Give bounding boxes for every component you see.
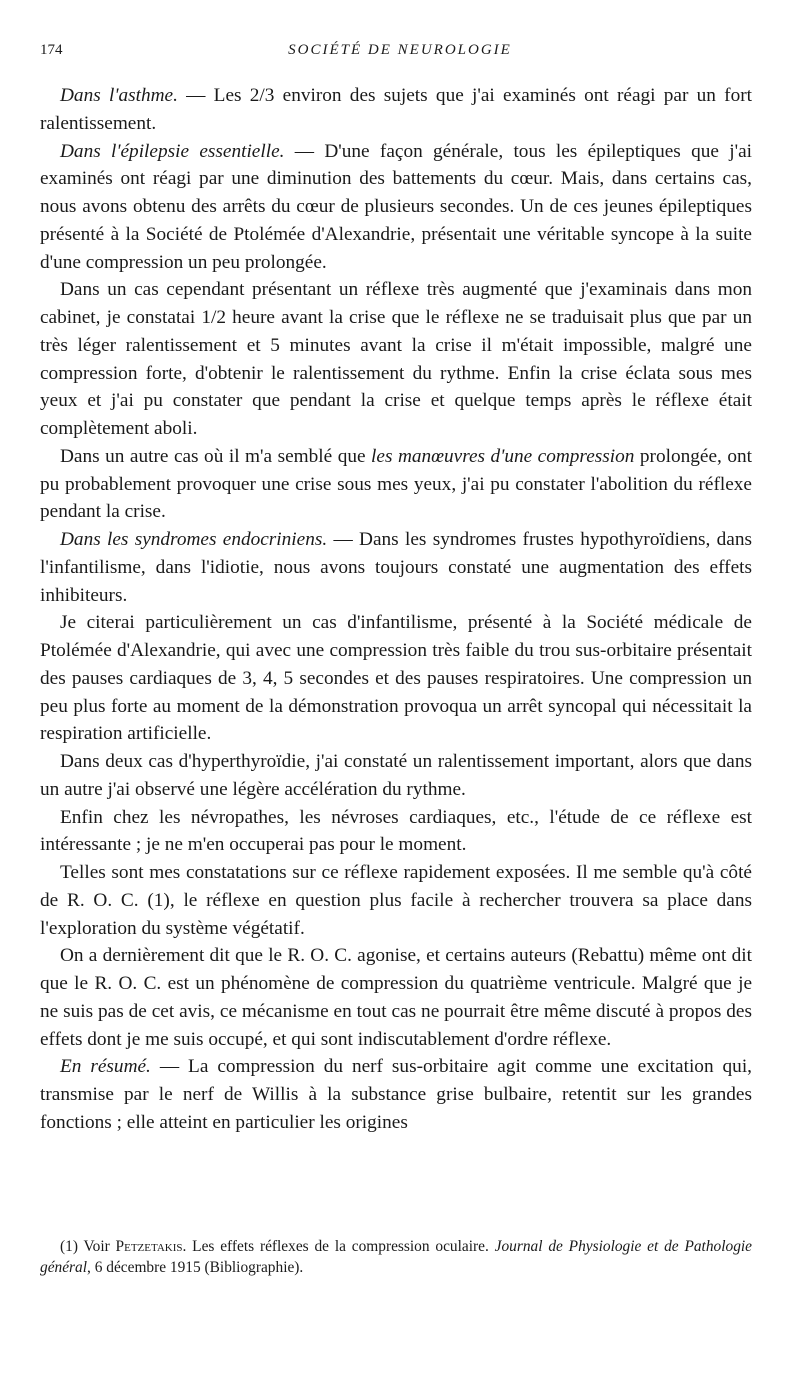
running-title: SOCIÉTÉ DE NEUROLOGIE: [288, 42, 512, 58]
page-header: [40, 42, 760, 64]
footnote-text: (1) Voir Petzetakis. Les effets réflexes de la compression oculaire. Journal de Physiologie et de Pathologie général, 6 décembre 1915 (Bibliographie).: [40, 1238, 752, 1276]
paragraph-endocriniens: Dans les syndromes endocriniens. — Dans les syndromes frustes hypothyroïdiens, dans l'infantilisme, dans l'idiotie, nous avons toujours constaté une augmentation des effets inhibiteurs.: [40, 529, 753, 606]
body-text: [40, 82, 752, 1137]
section-lead: En résumé.: [60, 1056, 151, 1078]
page-number: 174: [40, 42, 63, 58]
section-lead: Dans les syndromes endocriniens.: [60, 529, 328, 550]
footnote-journal: Journal de Physiologie et de Pathologie général: [40, 1238, 752, 1276]
paragraph-infantilisme: Je citerai particulièrement un cas d'infantilisme, présenté à la Société médicale de Ptolémée d'Alexandrie, qui avec une compression très faible du trou sus-orbitaire présentait des pauses cardiaques de 3, 4, 5 secondes et des pauses respiratoires. Une compression un peu plus forte au moment de la démonstration provoqua un arrêt syncopal qui nécessitait la respiration artificielle.: [40, 612, 752, 745]
paragraph-asthme: Dans l'asthme. — Les 2/3 environ des sujets que j'ai examinés ont réagi par un fort ralentissement.: [40, 85, 752, 134]
paragraph-resume: En résumé. — La compression du nerf sus-orbitaire agit comme une excitation qui, transmise par le nerf de Willis à la substance grise bulbaire, retentit sur les grandes fonctions ; elle atteint en particulier les origines: [40, 1056, 752, 1133]
section-lead: Dans l'épilepsie essentielle.: [60, 140, 285, 162]
footnote-author: Petzetakis: [115, 1238, 183, 1255]
section-lead: Dans l'asthme.: [60, 85, 178, 106]
paragraph-cas-cabinet: Dans un cas cependant présentant un réflexe très augmenté que j'examinais dans mon cabinet, je constatai 1/2 heure avant la crise que le réflexe ne se traduisait plus que par un très léger ralentissement et 5 minutes avant la crise il m'était impossible, malgré une compression forte, d'obtenir le ralentissement du rythme. Enfin la crise éclata sous mes yeux et j'ai pu constater que pendant la crise et quelque temps après le réflexe était complètement aboli.: [40, 279, 752, 439]
footnote: [40, 1236, 752, 1278]
paragraph-constatations: Telles sont mes constatations sur ce réflexe rapidement exposées. Il me semble qu'à côté de R. O. C. (1), le réflexe en question plus facile à rechercher trouvera sa place dans l'exploration du système végétatif.: [40, 862, 752, 939]
paragraph-autre-cas: Dans un autre cas où il m'a semblé que les manœuvres d'une compression prolongée, ont pu probablement provoquer une crise sous mes yeux, j'ai pu constater l'abolition du réflexe pendant la crise.: [40, 445, 752, 523]
paragraph-roc: On a dernièrement dit que le R. O. C. agonise, et certains auteurs (Rebattu) même ont dit que le R. O. C. est un phénomène de compression du quatrième ventricule. Malgré que je ne suis pas de cet avis, ce mécanisme en tout cas ne pourrait être même discuté à propos des effets dont je me suis occupé, et qui sont indiscutablement d'ordre réflexe.: [40, 945, 752, 1050]
paragraph-nevropathes: Enfin chez les névropathes, les névroses cardiaques, etc., l'étude de ce réflexe est intéressante ; je ne m'en occuperai pas pour le moment.: [40, 806, 752, 856]
paragraph-hyperthyroidie: Dans deux cas d'hyperthyroïdie, j'ai constaté un ralentissement important, alors que dans un autre j'ai observé une légère accélération du rythme.: [40, 751, 752, 800]
paragraph-epilepsie: Dans l'épilepsie essentielle. — D'une façon générale, tous les épileptiques que j'ai examinés ont réagi par une diminution des battements du cœur. Mais, dans certains cas, nous avons obtenu des arrêts du cœur de plusieurs secondes. Un de ces jeunes épileptiques présenté à la Société de Ptolémée d'Alexandrie, présentait une véritable syncope à la suite d'une compression un peu prolongée.: [40, 140, 752, 273]
